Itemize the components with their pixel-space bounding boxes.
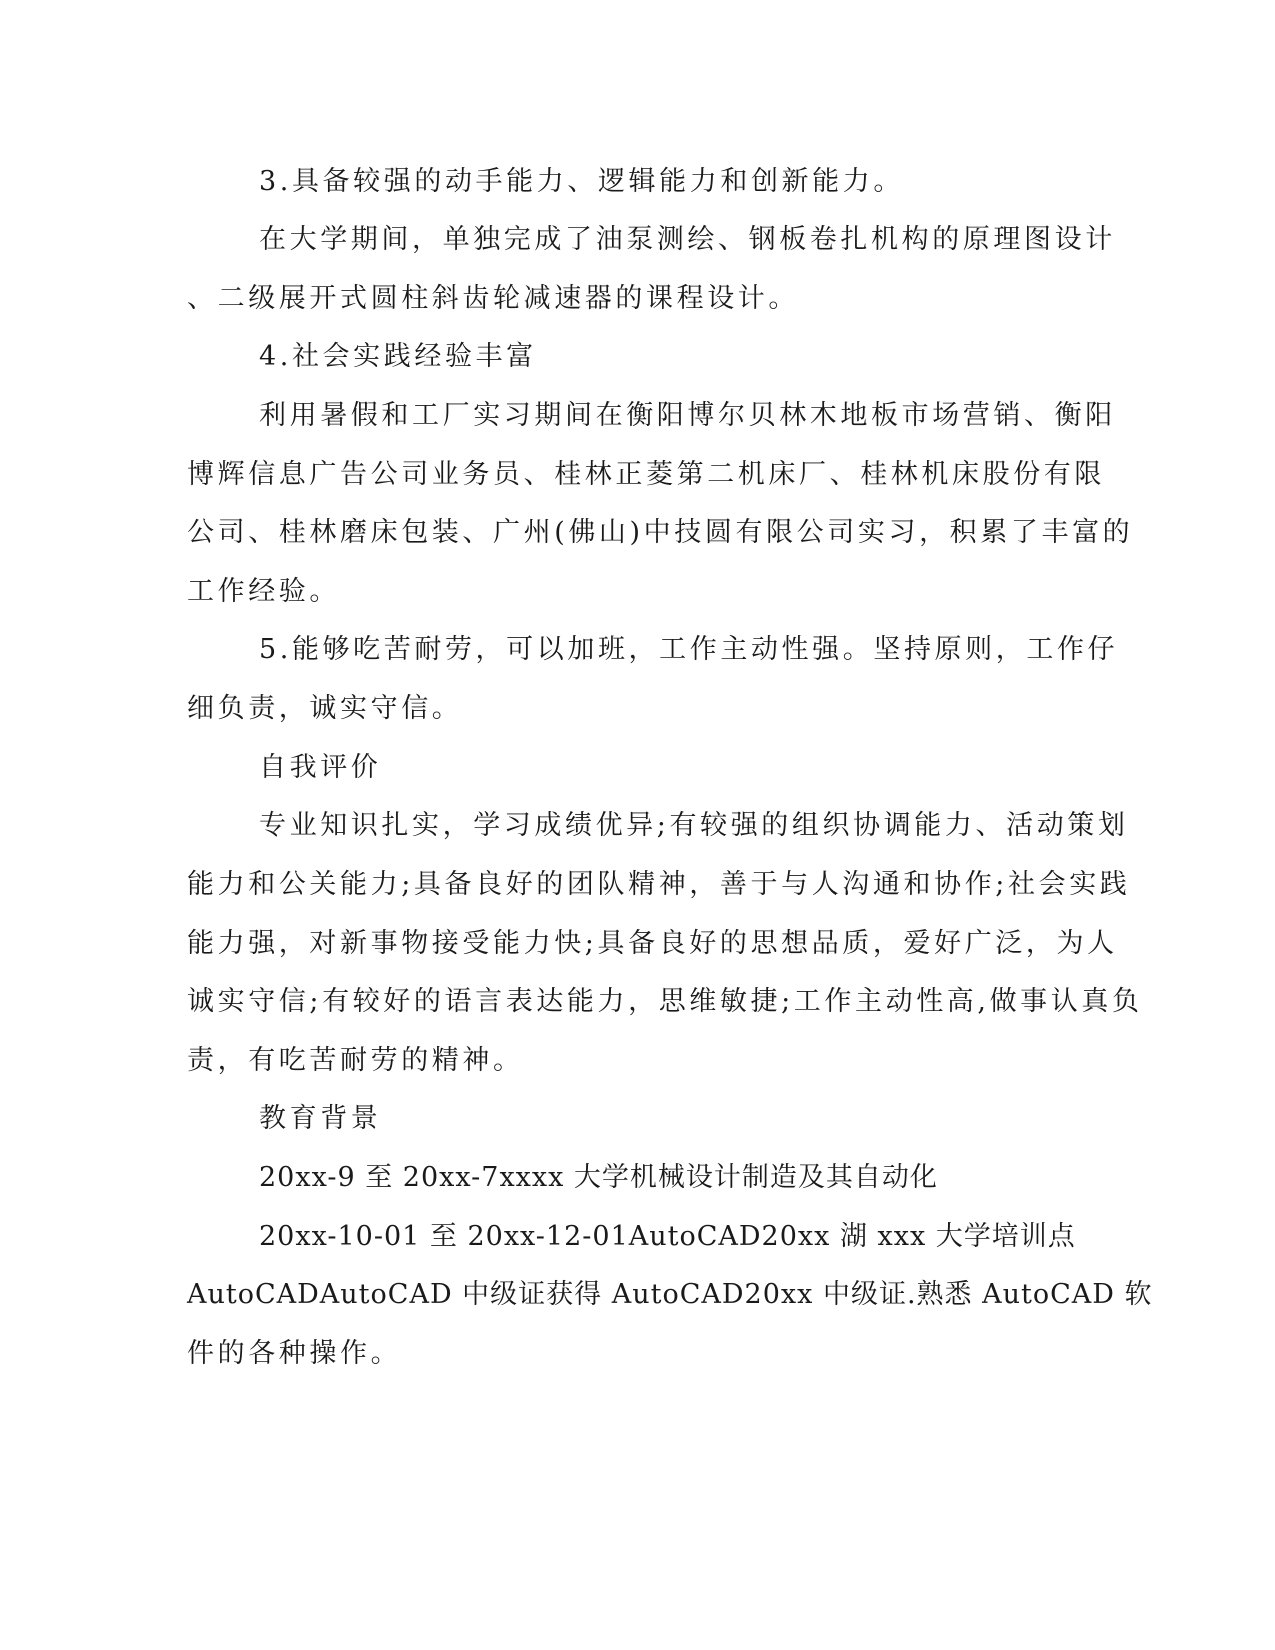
section-heading-self-evaluation: 自我评价 [259, 752, 382, 783]
paragraph-line: 工作经验。 [187, 576, 340, 607]
paragraph-line: 责，有吃苦耐劳的精神。 [187, 1045, 524, 1076]
section-heading-education: 教育背景 [259, 1103, 382, 1134]
training-entry: 20xx-10-01 至 20xx-12-01AutoCAD20xx 湖 xxx 大学培训点 [259, 1221, 1076, 1252]
paragraph-line: 博辉信息广告公司业务员、桂林正菱第二机床厂、桂林机床股份有限 [187, 459, 1105, 490]
paragraph-line: 、二级展开式圆柱斜齿轮减速器的课程设计。 [187, 283, 799, 314]
paragraph-line: 公司、桂林磨床包装、广州(佛山)中技圆有限公司实习，积累了丰富的 [187, 517, 1134, 548]
paragraph-line: 能力和公关能力;具备良好的团队精神，善于与人沟通和协作;社会实践 [187, 869, 1131, 900]
list-item-hands-on-ability: 3.具备较强的动手能力、逻辑能力和创新能力。 [259, 166, 904, 197]
list-item-hardworking: 5.能够吃苦耐劳，可以加班，工作主动性强。坚持原则，工作仔 [259, 634, 1119, 665]
paragraph-line: AutoCADAutoCAD 中级证获得 AutoCAD20xx 中级证.熟悉 AutoCAD 软 [187, 1279, 1153, 1310]
paragraph-line: 诚实守信;有较好的语言表达能力，思维敏捷;工作主动性高,做事认真负 [187, 986, 1143, 1017]
paragraph-line: 能力强，对新事物接受能力快;具备良好的思想品质，爱好广泛，为人 [187, 928, 1118, 959]
paragraph-line: 专业知识扎实，学习成绩优异;有较强的组织协调能力、活动策划 [259, 810, 1129, 841]
paragraph-line: 细负责，诚实守信。 [187, 693, 463, 724]
paragraph-line: 在大学期间，单独完成了油泵测绘、钢板卷扎机构的原理图设计 [259, 224, 1116, 255]
list-item-social-practice: 4.社会实践经验丰富 [259, 341, 537, 372]
paragraph-line: 利用暑假和工厂实习期间在衡阳博尔贝林木地板市场营销、衡阳 [259, 400, 1116, 431]
education-entry: 20xx-9 至 20xx-7xxxx 大学机械设计制造及其自动化 [259, 1162, 938, 1193]
paragraph-line: 件的各种操作。 [187, 1338, 402, 1369]
